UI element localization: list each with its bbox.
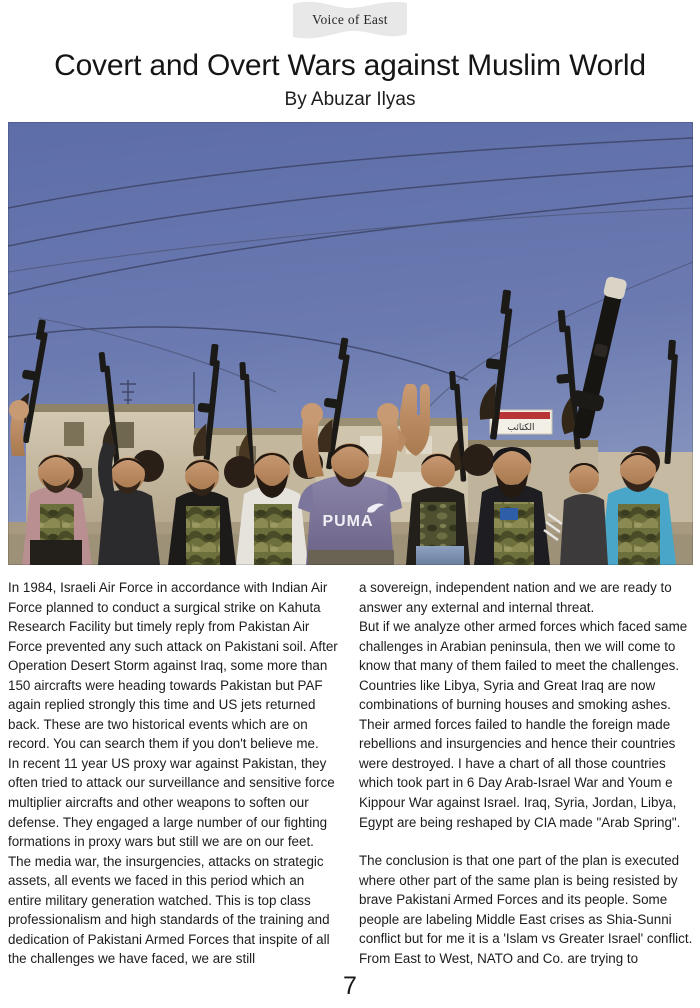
paragraph: The conclusion is that one part of the plan is executed where other part of the same plan is being resisted by brave Pakistani Armed Forces and its people. Some people are labeling Middle East crises as Shia-Sunni conflict but for me it is a 'Islam vs Greater Israel' conflict. From East to West, NATO and Co. are trying to bbox=[359, 853, 693, 966]
paragraph: In recent 11 year US proxy war against Pakistan, they often tried to attack our surveillance and sensitive force multiplier aircrafts and other weapons to soften our defense. They engaged a large number of our fighting formations in proxy wars but still we are on our feet. The media war, the insurgencies, attacks on strategic assets, all events we faced in this period which an entire military generation watched. This is top class professionalism and high standards of the training and dedication of Pakistani Armed Forces that inspite of all the challenges we have faced, we are still bbox=[8, 755, 335, 967]
body-column-left bbox=[8, 578, 339, 969]
voice-of-east-ribbon bbox=[291, 0, 409, 44]
photo-illustration bbox=[8, 122, 693, 565]
paragraph: But if we analyze other armed forces which faced same challenges in Arabian peninsula, then we will come to know that many of them failed to meet the challenges. Countries like Libya, Syria and Great Iraq are now combinations of burning houses and smoking ashes. Their armed forces failed to handle the foreign made rebellions and insurgencies and hence their countries were destroyed. I have a chart of all those countries which took part in 6 Day Arab-Israel War and Youm e Kippour War against Israel. Iraq, Syria, Jordan, Libya, Egypt are being reshaped by CIA made "Arab Spring". bbox=[359, 619, 688, 830]
page-number: 7 bbox=[343, 972, 357, 1000]
ribbon-label: Voice of East bbox=[312, 12, 388, 27]
paragraph: a sovereign, independent nation and we are ready to answer any external and internal threat. bbox=[359, 580, 672, 615]
article-byline: By Abuzar Ilyas bbox=[284, 89, 416, 110]
body-column-right bbox=[359, 578, 693, 968]
paragraph: In 1984, Israeli Air Force in accordance with Indian Air Force planned to conduct a surgical strike on Kahuta Research Facility but timely reply from Pakistan Air Force prevented any such attack on Pakistani soil. After Operation Desert Storm against Iraq, some more than 150 aircrafts were heading towards Pakistan but PAF again replied strongly this time and US jets returned back. These are two historical events which are on record. You can search them if you don't believe me. bbox=[8, 580, 338, 752]
masthead bbox=[0, 0, 700, 44]
svg-text:الكتائب: الكتائب bbox=[507, 423, 535, 433]
article-photo bbox=[8, 122, 693, 565]
page-title: Covert and Overt Wars against Muslim World bbox=[54, 49, 646, 82]
puma-wordmark: PUMA bbox=[322, 513, 374, 530]
